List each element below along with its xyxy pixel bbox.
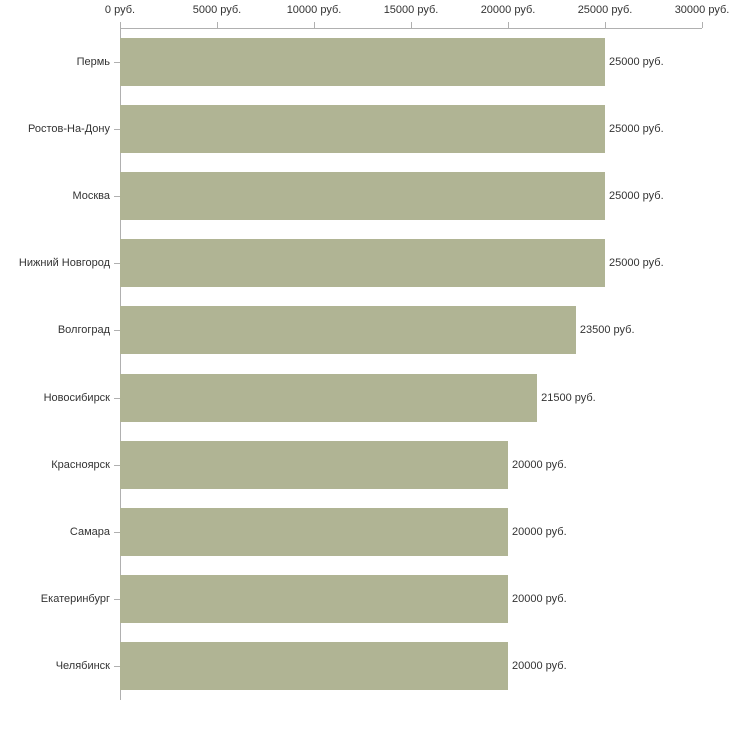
bar[interactable] <box>120 374 537 422</box>
x-axis-tick <box>314 22 315 28</box>
y-axis-tick <box>114 196 120 197</box>
bar-value-label: 20000 руб. <box>512 660 567 673</box>
bar[interactable] <box>120 306 576 354</box>
category-label: Волгоград <box>57 324 110 337</box>
y-axis-tick <box>114 263 120 264</box>
x-axis-tick <box>508 22 509 28</box>
bar-value-label: 25000 руб. <box>609 190 664 202</box>
x-axis-tick-label: 0 руб. <box>104 4 136 16</box>
bar[interactable] <box>120 508 508 556</box>
bar[interactable] <box>120 239 605 287</box>
y-axis-tick <box>114 532 120 533</box>
bar[interactable] <box>120 172 605 220</box>
x-axis-tick-label: 15000 руб. <box>383 4 439 16</box>
x-axis-tick-label: 5000 руб. <box>192 4 242 16</box>
bar-row <box>0 441 730 489</box>
y-axis-tick <box>114 599 120 600</box>
bar-value-label: 21500 руб. <box>541 391 596 404</box>
bar-row <box>0 172 730 220</box>
bar-row <box>0 38 730 86</box>
category-label: Пермь <box>76 55 110 68</box>
y-axis-tick <box>114 666 120 667</box>
x-axis-tick <box>217 22 218 28</box>
bar[interactable] <box>120 38 605 86</box>
x-axis-tick <box>605 22 606 28</box>
bar[interactable] <box>120 575 508 623</box>
category-label: Красноярск <box>51 458 110 471</box>
bar-row <box>0 575 730 623</box>
y-axis-tick <box>114 62 120 63</box>
category-label: Челябинск <box>55 660 110 673</box>
bar-value-label: 20000 руб. <box>512 526 567 538</box>
category-label: Нижний Новгород <box>18 257 110 270</box>
y-axis-tick <box>114 330 120 331</box>
y-axis-tick <box>114 398 120 399</box>
category-label: Новосибирск <box>43 391 110 404</box>
bar[interactable] <box>120 441 508 489</box>
bar-row <box>0 306 730 354</box>
bar-row <box>0 105 730 153</box>
y-axis-tick <box>114 129 120 130</box>
bar-row <box>0 508 730 556</box>
bar-value-label: 25000 руб. <box>609 257 664 270</box>
x-axis-line <box>120 28 702 29</box>
x-axis-tick-label: 25000 руб. <box>577 4 633 16</box>
bar-value-label: 25000 руб. <box>609 55 664 68</box>
bar[interactable] <box>120 642 508 690</box>
x-axis-tick-label: 30000 руб. <box>674 4 730 16</box>
x-axis-tick <box>120 22 121 28</box>
y-axis-tick <box>114 465 120 466</box>
bar-row <box>0 642 730 690</box>
bar-value-label: 23500 руб. <box>579 324 635 337</box>
x-axis-tick-label: 20000 руб. <box>480 4 536 16</box>
bar-value-label: 25000 руб. <box>609 122 664 135</box>
bar-value-label: 20000 руб. <box>512 593 567 606</box>
x-axis-tick <box>702 22 703 28</box>
bar-row <box>0 239 730 287</box>
category-label: Ростов-На-Дону <box>27 122 110 135</box>
x-axis-tick-label: 10000 руб. <box>286 4 342 16</box>
category-label: Самара <box>69 526 110 538</box>
category-label: Екатеринбург <box>40 593 110 606</box>
bar[interactable] <box>120 105 605 153</box>
category-label: Москва <box>72 190 110 202</box>
bar-value-label: 20000 руб. <box>512 458 567 471</box>
bar-row <box>0 374 730 422</box>
x-axis-tick <box>411 22 412 28</box>
